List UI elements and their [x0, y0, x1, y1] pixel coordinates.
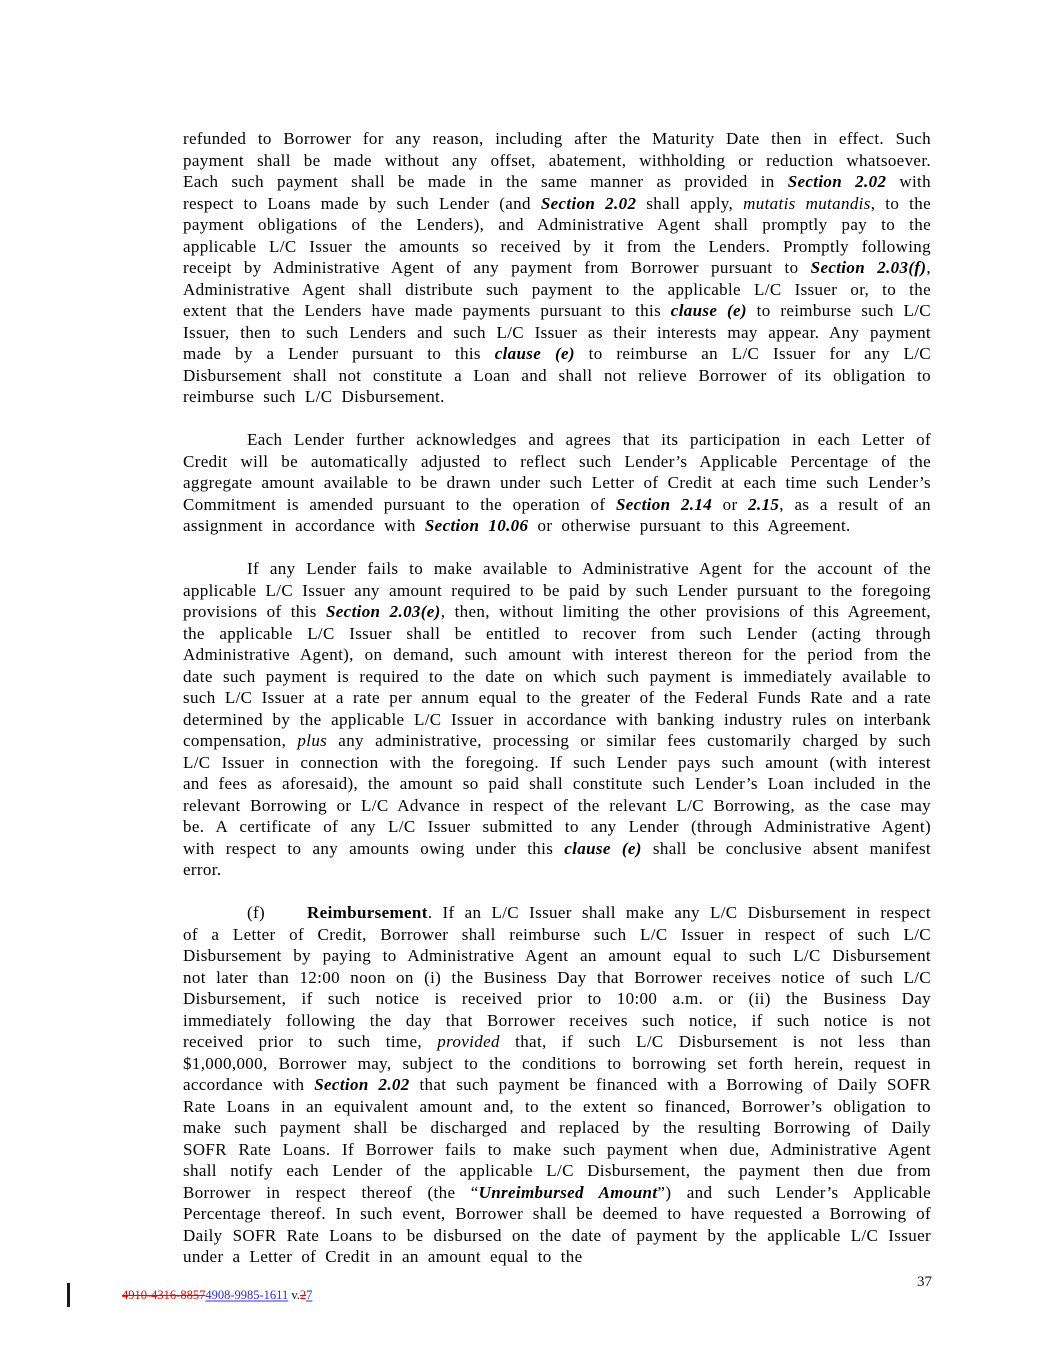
- paragraph: [183, 902, 931, 1268]
- inserted-doc-id: 4908-9985-1611: [205, 1288, 289, 1302]
- text-run: , Administrative Agent shall distribute such payment to the applicable L/C Issuer or, to the extent that the Lenders have made payments pursuant to this: [183, 258, 931, 320]
- text-run: If any Lender fails to make available to Administrative Agent for the account of the applicable L/C Issuer any amount required to be paid by such Lender pursuant to the foregoing provisions of this: [183, 559, 931, 621]
- paragraph: [183, 128, 931, 408]
- deleted-doc-id: 4910-4316-8857: [122, 1288, 206, 1302]
- text-run: refunded to Borrower for any reason, including after the Maturity Date then in effect. Such payment shall be made without any offset, abatement, withholding or reduction whatsoever. Each such payment shall be made in the same manner as provided in: [183, 129, 931, 191]
- version-prefix: v.: [288, 1288, 300, 1302]
- text-run: that, if such L/C Disbursement is not less than $1,000,000, Borrower may, subject to the conditions to borrowing set forth herein, request in accordance with: [183, 1032, 931, 1094]
- text-run: to reimburse an L/C Issuer for any L/C Disbursement shall not constitute a Loan and shall not relieve Borrower of its obligation to reimburse such L/C Disbursement.: [183, 344, 931, 406]
- text-run: with respect to Loans made by such Lender (and: [183, 172, 931, 213]
- page-number: 37: [917, 1274, 932, 1290]
- text-run: clause (e): [564, 838, 642, 858]
- paragraph: [183, 429, 931, 537]
- text-run: Section 2.02: [314, 1075, 410, 1094]
- text-run: 2.15: [748, 494, 780, 514]
- text-run: or otherwise pursuant to this Agreement.: [528, 516, 851, 535]
- text-run: shall be conclusive absent manifest error.: [183, 838, 931, 879]
- text-run: . If an L/C Issuer shall make any L/C Disbursement in respect of a Letter of Credit, Borrower shall reimburse such L/C Issuer in respect of such L/C Disbursement by paying to Administrative Agent an amount equal to such L/C Disbursement not later than 12:00 noon on (i) the Business Day that Borrower receives notice of such L/C Disbursement, if such notice is received prior to 10:00 a.m. or (ii) the Business Day immediately following the day that Borrower receives such notice, if such notice is not received prior to such time,: [183, 903, 931, 1051]
- paragraph: [183, 558, 931, 881]
- text-run: mutatis mutandis: [743, 193, 871, 213]
- text-run: , then, without limiting the other provisions of this Agreement, the applicable L/C Issuer shall be entitled to recover from such Lender (acting through Administrative Agent), on demand, such amount with interest thereon for the period from the date such payment is required to the date on which such payment is immediately available to such L/C Issuer at a rate per annum equal to the greater of the Federal Funds Rate and a rate determined by the applicable L/C Issuer in accordance with banking industry rules on interbank compensation,: [183, 602, 931, 750]
- deleted-version-number: 2: [299, 1288, 307, 1302]
- text-run: shall apply,: [636, 193, 744, 213]
- text-run: Section 2.02: [540, 193, 637, 213]
- text-run: Section 10.06: [424, 516, 529, 535]
- text-run: (f): [247, 903, 266, 922]
- text-run: , to the payment obligations of the Lenders), and Administrative Agent shall promptly pay to the applicable L/C Issuer the amounts so received by it from the Lenders. Promptly following receipt by Administrative Agent of any payment from Borrower pursuant to: [183, 193, 931, 277]
- footer-document-id: [122, 1287, 312, 1303]
- text-run: any administrative, processing or similar fees customarily charged by such L/C Issuer in connection with the foregoing. If such Lender pays such amount (with interest and fees as aforesaid), the amount so paid shall constitute such Lender’s Loan included in the relevant Borrowing or L/C Advance in respect of the relevant L/C Borrowing, as the case may be. A certificate of any L/C Issuer submitted to any Lender (through Administrative Agent) with respect to any amounts owing under this: [183, 731, 931, 858]
- text-run: Section 2.02: [787, 172, 887, 191]
- text-run: , as a result of an assignment in accordance with: [183, 494, 931, 535]
- text-run: Reimbursement: [307, 903, 428, 922]
- document-body: [183, 128, 931, 1289]
- text-run: provided: [437, 1032, 500, 1051]
- text-run: Section 2.14: [615, 494, 713, 514]
- revision-change-bar: [67, 1283, 70, 1307]
- text-run: Each Lender further acknowledges and agrees that its participation in each Letter of Credit will be automatically adjusted to reflect such Lender’s Applicable Percentage of the aggregate amount available to be drawn under such Letter of Credit at each time such Lender’s Commitment is amended pursuant to the operation of: [183, 430, 931, 514]
- text-run: to reimburse such L/C Issuer, then to such Lenders and such L/C Issuer as their interests may appear. Any payment made by a Lender pursuant to this: [183, 301, 931, 363]
- text-run: plus: [297, 731, 328, 750]
- text-run: Section 2.03(e): [325, 602, 441, 621]
- text-run: clause (e): [670, 301, 747, 320]
- text-run: that such payment be financed with a Borrowing of Daily SOFR Rate Loans in an equivalent amount and, to the extent so financed, Borrower’s obligation to make such payment shall be discharged and replaced by the resulting Borrowing of Daily SOFR Rate Loans. If Borrower fails to make such payment when due, Administrative Agent shall notify each Lender of the applicable L/C Disbursement, the payment then due from Borrower in respect thereof (the “: [183, 1075, 931, 1202]
- text-run: ”) and such Lender’s Applicable Percentage thereof. In such event, Borrower shall be deemed to have requested a Borrowing of Daily SOFR Rate Loans to be disbursed on the date of payment by the applicable L/C Issuer under a Letter of Credit in an amount equal to the: [183, 1182, 932, 1266]
- text-run: clause (e): [494, 344, 575, 363]
- text-run: or: [712, 494, 749, 514]
- text-run: Unreimbursed Amount: [478, 1182, 658, 1202]
- inserted-version-number: 7: [306, 1288, 313, 1302]
- text-run: Section 2.03(f): [810, 258, 927, 277]
